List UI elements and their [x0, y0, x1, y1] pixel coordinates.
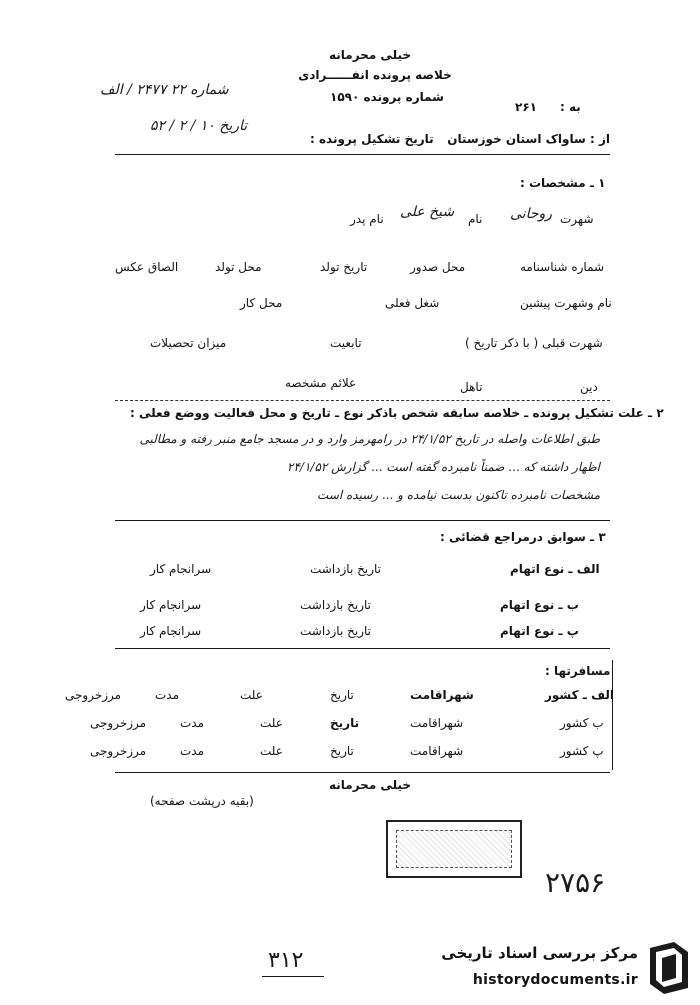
section3-divider	[115, 648, 610, 649]
doc-number: شماره ۲۲ ۲۴۷۷ / الف	[100, 82, 229, 98]
classification-top: خیلی محرمانه	[328, 48, 412, 62]
birth-place-label: محل تولد	[215, 260, 262, 274]
travel-exit: مرزخروجی	[90, 716, 147, 730]
handwritten-line-1: طبق اطلاعات واصله در تاریخ ۲۴/۱/۵۲ در رامهرمز وارد و در مسجد جامع منبر رفته و مطالبی	[139, 432, 600, 446]
doc-date: تاریخ ۱۰ / ۲ / ۵۲	[150, 118, 248, 134]
travel-reason: علت	[240, 688, 263, 702]
fame-value: روحانی	[510, 206, 553, 222]
travel-country: ب کشور	[560, 716, 604, 730]
section3-heading: ۳ ـ سوابق درمراجع قضائی :	[440, 530, 606, 544]
document-title: خلاصه پرونده انفــــــرادی	[298, 68, 452, 82]
handwritten-line-2: اظهار داشته که ... ضمناً نامبرده گفته است ... گزارش ۲۴/۱/۵۲	[287, 460, 600, 474]
religion-label: دین	[580, 380, 598, 394]
travel-exit: مرزخروجی	[65, 688, 122, 702]
legal-row-date: تاریخ بازداشت	[300, 624, 371, 638]
birth-date-label: تاریخ تولد	[320, 260, 368, 274]
name-label: نام	[468, 212, 483, 226]
marks-label: علائم مشخصه	[285, 376, 357, 390]
section4-heading: مسافرتها :	[545, 664, 611, 678]
archive-stamp	[386, 820, 522, 878]
continued-note: (بقیه درپشت صفحه)	[150, 794, 254, 808]
classification-bottom: خیلی محرمانه	[328, 778, 412, 792]
travel-city: شهراقامت	[410, 744, 464, 758]
issue-place-label: محل صدور	[410, 260, 466, 274]
travel-duration: مدت	[155, 688, 180, 702]
travel-city: شهراقامت	[410, 716, 464, 730]
logo-watermark	[398, 930, 700, 1005]
job-label: شغل فعلی	[385, 296, 440, 310]
header-divider	[115, 154, 610, 155]
father-label: نام پدر	[350, 212, 384, 226]
logo-text-fa: مرکز بررسی اسناد تاریخی	[441, 944, 638, 962]
page-number: ۳۱۲	[268, 948, 304, 973]
travel-date: تاریخ	[330, 744, 354, 758]
from-field: از : ساواک استان خوزستان	[447, 132, 610, 146]
page-number-underline	[262, 976, 324, 977]
marital-label: تاهل	[460, 380, 483, 394]
travel-country: پ کشور	[560, 744, 604, 758]
workplace-label: محل کار	[240, 296, 283, 310]
formation-date: تاریخ تشکیل پرونده :	[310, 132, 434, 146]
travel-date: تاریخ	[330, 716, 360, 730]
travel-reason: علت	[260, 716, 283, 730]
travel-duration: مدت	[180, 744, 205, 758]
section4-divider	[115, 772, 610, 773]
section2-divider	[115, 520, 610, 521]
handwritten-line-3: مشخصات نامبرده تاکنون بدست نیامده و ... رسیده است	[317, 488, 600, 502]
legal-row-type: پ ـ نوع اتهام	[500, 624, 579, 638]
legal-row-outcome: سرانجام کار	[150, 562, 212, 576]
travel-city: شهراقامت	[410, 688, 474, 702]
section2-heading: ۲ ـ علت تشکیل پرونده ـ خلاصه سابقه شخص باذکر نوع ـ تاریخ و محل فعالیت ووضع فعلی :	[130, 406, 664, 420]
prev-name-label: نام وشهرت پیشین	[520, 296, 612, 310]
education-label: میزان تحصیلات	[150, 336, 227, 350]
file-number: شماره پرونده ۱۵۹۰	[330, 90, 444, 104]
prev-fame-label: شهرت قبلی ( با ذکر تاریخ )	[465, 336, 603, 350]
travel-date: تاریخ	[330, 688, 354, 702]
legal-row-date: تاریخ بازداشت	[300, 598, 371, 612]
legal-row-outcome: سرانجام کار	[140, 598, 202, 612]
nationality-label: تابعیت	[330, 336, 362, 350]
travel-reason: علت	[260, 744, 283, 758]
legal-row-type: الف ـ نوع اتهام	[510, 562, 600, 576]
travel-country: الف ـ کشور	[545, 688, 614, 702]
travel-duration: مدت	[180, 716, 205, 730]
id-no-label: شماره شناسنامه	[520, 260, 605, 274]
handwritten-number: ۲۷۵۶	[545, 866, 606, 899]
fame-label: شهرت	[560, 212, 594, 226]
logo-text-en: historydocuments.ir	[472, 972, 638, 988]
logo-book-icon	[644, 940, 694, 996]
section1-divider	[115, 400, 610, 401]
legal-row-outcome: سرانجام کار	[140, 624, 202, 638]
section1-heading: ۱ ـ مشخصات :	[520, 176, 606, 190]
legal-row-date: تاریخ بازداشت	[310, 562, 381, 576]
to-label: به :	[560, 100, 581, 114]
travel-side-rule	[612, 660, 613, 770]
photo-label: الصاق عکس	[115, 260, 179, 274]
to-value: ۲۶۱	[515, 100, 537, 114]
travel-exit: مرزخروجی	[90, 744, 147, 758]
name-value: شیخ علی	[400, 204, 455, 220]
legal-row-type: ب ـ نوع اتهام	[500, 598, 579, 612]
